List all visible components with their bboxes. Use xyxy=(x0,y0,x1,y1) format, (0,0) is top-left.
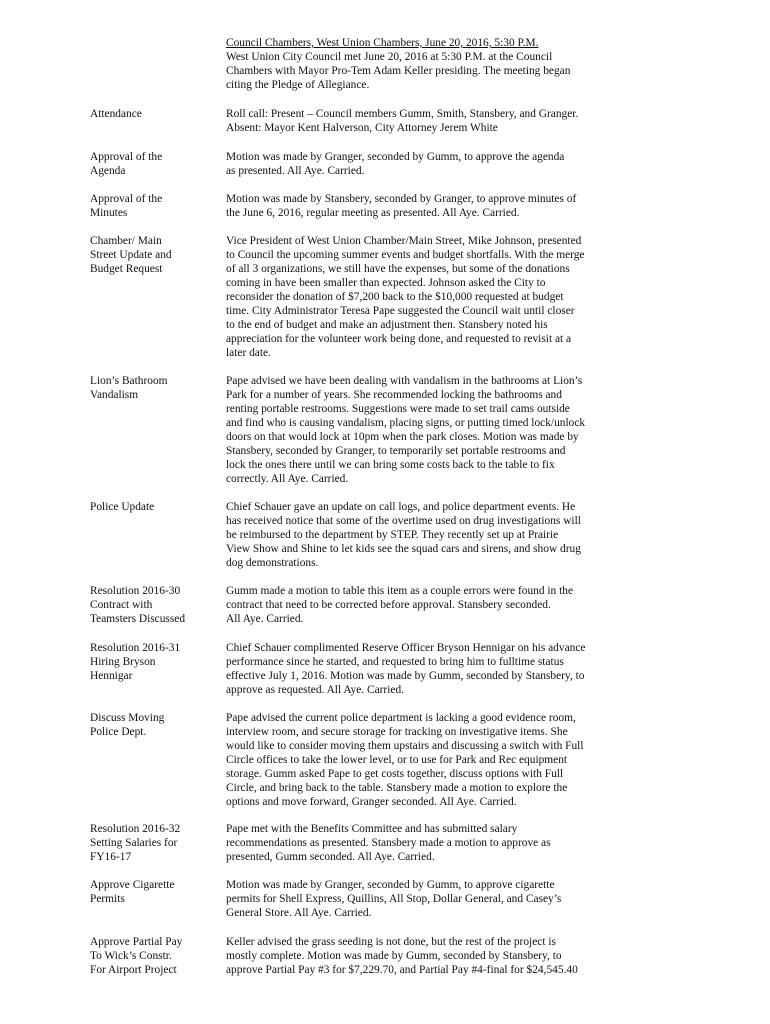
section-label: Approval of the Agenda xyxy=(90,151,163,177)
section-text: Motion was made by Stansbery, seconded by Granger, to approve minutes of the June 6, 2016, regular meeting as presented. All Aye. Carried. xyxy=(226,193,577,219)
section-label: Police Update xyxy=(90,501,155,513)
meeting-intro: West Union City Council met June 20, 2016 at 5:30 P.M. at the Council Chambers with Mayor Pro-Tem Adam Keller presiding. The meeting began citing the Pledge of Allegiance. xyxy=(226,51,571,91)
section-text: Pape advised we have been dealing with vandalism in the bathrooms at Lion’s Park for a number of years. She recommended locking the bathrooms and renting portable restrooms. Suggestions were made to set trail cams outside and find who is causing vandalism, placing signs, or putting timed lock/unlock doors on that would lock at 10pm when the park closes. Motion was made by Stansbery, seconded by Granger, to temporarily set portable restrooms and lock the ones there until we can bring some costs back to the table to fix correctly. All Aye. Carried. xyxy=(226,375,586,485)
section-label: Attendance xyxy=(90,108,142,120)
meeting-title: Council Chambers, West Union Chambers, June 20, 2016, 5:30 P.M. xyxy=(226,37,539,49)
section-text: Motion was made by Granger, seconded by Gumm, to approve cigarette permits for Shell Express, Quillins, All Stop, Dollar General, and Casey’s General Store. All Aye. Carried. xyxy=(226,879,562,919)
section-label: Approve Partial Pay To Wick’s Constr. For Airport Project xyxy=(90,936,183,976)
section-text: Pape advised the current police department is lacking a good evidence room, interview room, and secure storage for tracking on investigative items. She would like to consider moving them upstairs and discussing a switch with Full Circle offices to take the lower level, or to use for Park and Rec equipment storage. Gumm asked Pape to get costs together, discuss options with Full Circle, and bring back to the table. Stansbery made a motion to explore the options and move forward, Granger seconded. All Aye. Carried. xyxy=(226,712,584,808)
section-text: Roll call: Present – Council members Gumm, Smith, Stansbery, and Granger. Absent: Mayor Kent Halverson, City Attorney Jerem White xyxy=(226,108,579,134)
section-label: Approve Cigarette Permits xyxy=(90,879,175,905)
section-text: Chief Schauer gave an update on call logs, and police department events. He has received notice that some of the overtime used on drug investigations will be reimbursed to the department by STEP. They recently set up at Prairie View Show and Shine to let kids see the squad cars and sirens, and show drug dog demonstrations. xyxy=(226,501,581,569)
section-label: Approval of the Minutes xyxy=(90,193,163,219)
section-text: Keller advised the grass seeding is not done, but the rest of the project is mostly complete. Motion was made by Gumm, seconded by Stansbery, to approve Partial Pay #3 for $7,229.70, and Partial Pay #4-final for $24,545.40 xyxy=(226,936,578,976)
section-label: Chamber/ Main Street Update and Budget Request xyxy=(90,235,172,275)
section-label: Resolution 2016-31 Hiring Bryson Hennigar xyxy=(90,642,181,682)
section-label: Discuss Moving Police Dept. xyxy=(90,712,165,738)
section-text: Motion was made by Granger, seconded by Gumm, to approve the agenda as presented. All Aye. Carried. xyxy=(226,151,565,177)
section-text: Chief Schauer complimented Reserve Officer Bryson Hennigar on his advance performance since he started, and requested to bring him to fulltime status effective July 1, 2016. Motion was made by Gumm, seconded by Stansbery, to approve as requested. All Aye. Carried. xyxy=(226,642,586,696)
section-label: Resolution 2016-30 Contract with Teamsters Discussed xyxy=(90,585,186,625)
section-label: Resolution 2016-32 Setting Salaries for FY16-17 xyxy=(90,823,181,863)
section-text: Vice President of West Union Chamber/Main Street, Mike Johnson, presented to Council the upcoming summer events and budget shortfalls. With the merge of all 3 organizations, we still have the expenses, but some of the donations coming in have been smaller than expected. Johnson asked the City to reconsider the donation of $7,200 back to the $10,000 requested at budget time. City Administrator Teresa Pape suggested the Council wait until closer to the end of budget and make an adjustment then. Stansbery noted his appreciation for the volunteer work being done, and requested to revisit at a later date. xyxy=(226,235,585,359)
meeting-header xyxy=(226,36,726,92)
section-text: Pape met with the Benefits Committee and has submitted salary recommendations as presented. Stansbery made a motion to approve as presented, Gumm seconded. All Aye. Carried. xyxy=(226,823,551,863)
section-text: Gumm made a motion to table this item as a couple errors were found in the contract that need to be corrected before approval. Stansbery seconded. All Aye. Carried. xyxy=(226,585,574,625)
section-label: Lion’s Bathroom Vandalism xyxy=(90,375,168,401)
